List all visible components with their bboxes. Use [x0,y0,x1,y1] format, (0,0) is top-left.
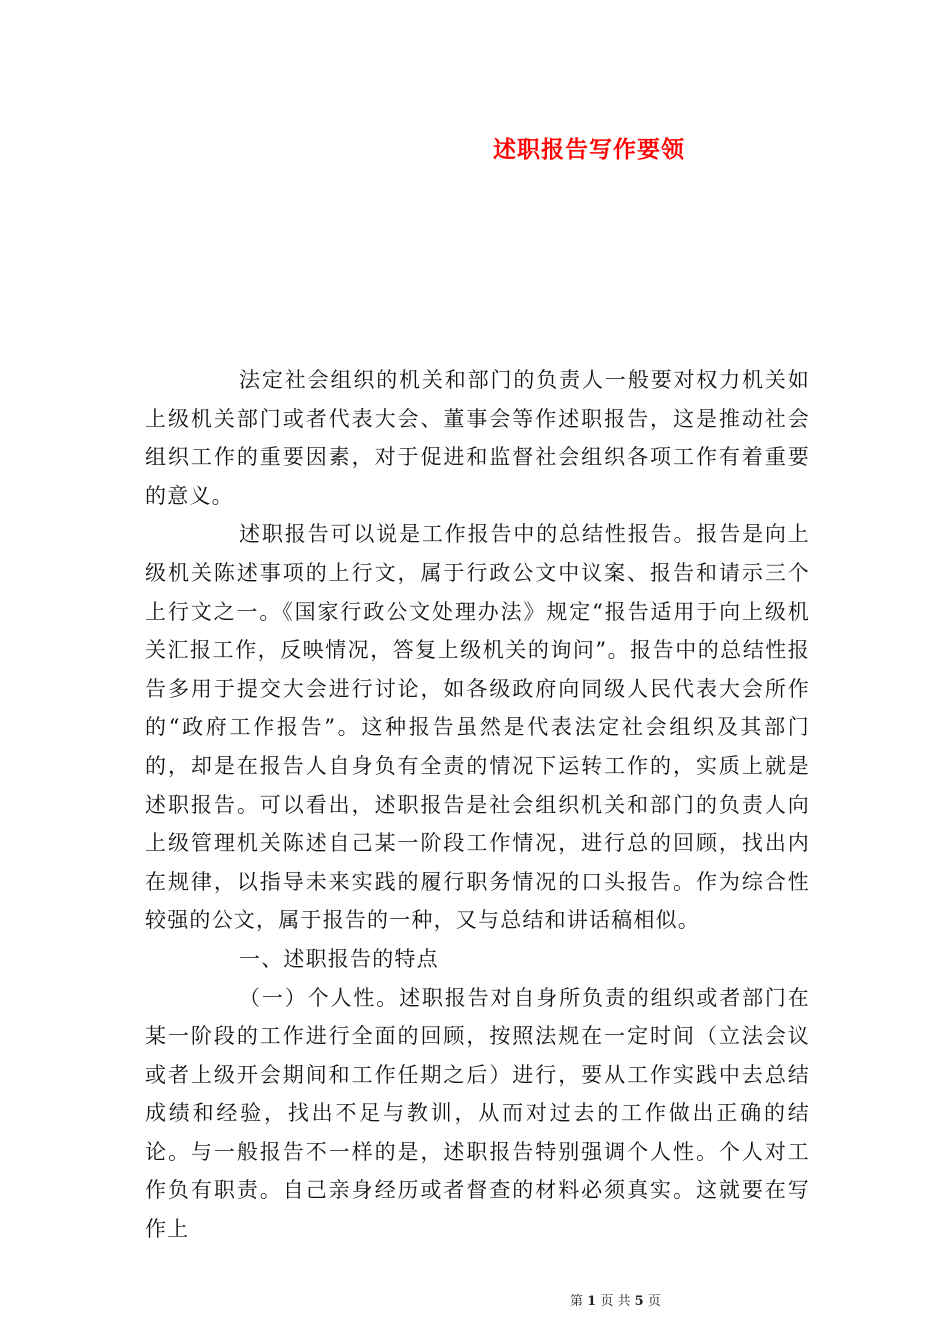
footer-middle: 页 共 [600,1294,631,1309]
current-page-number: 1 [587,1294,597,1309]
page-number-footer [0,1290,950,1309]
paragraph-definition: 述职报告可以说是工作报告中的总结性报告。报告是向上级机关陈述事项的上行文，属于行政公文中议案、报告和请示三个上行文之一。《国家行政公文处理办法》规定“报告适用于向上级机关汇报工作，反映情况，答复上级机关的询问”。报告中的总结性报告多用于提交大会进行讨论，如各级政府向同级人民代表大会所作的“政府工作报告”。这种报告虽然是代表法定社会组织及其部门的，却是在报告人自身负有全责的情况下运转工作的，实质上就是述职报告。可以看出，述职报告是社会组织机关和部门的负责人向上级管理机关陈述自己某一阶段工作情况，进行总的回顾，找出内在规律，以指导未来实践的履行职务情况的口头报告。作为综合性较强的公文，属于报告的一种，又与总结和讲话稿相似。 [145,522,810,933]
footer-prefix: 第 [570,1294,584,1309]
total-pages-number: 5 [634,1294,644,1309]
footer-suffix: 页 [647,1294,661,1309]
section-heading-features: 一、述职报告的特点 [239,946,439,971]
document-body [145,361,810,1249]
paragraph-intro: 法定社会组织的机关和部门的负责人一般要对权力机关如上级机关部门或者代表大会、董事会等作述职报告，这是推动社会组织工作的重要因素，对于促进和监督社会组织各项工作有着重要的意义。 [145,368,810,508]
paragraph-personal-nature: （一）个人性。述职报告对自身所负责的组织或者部门在某一阶段的工作进行全面的回顾，按照法规在一定时间（立法会议或者上级开会期间和工作任期之后）进行，要从工作实践中去总结成绩和经验，找出不足与教训，从而对过去的工作做出正确的结论。与一般报告不一样的是，述职报告特别强调个人性。个人对工作负有职责。自己亲身经历或者督查的材料必须真实。这就要在写作上 [145,985,810,1242]
document-title: 述职报告写作要领 [493,136,685,163]
